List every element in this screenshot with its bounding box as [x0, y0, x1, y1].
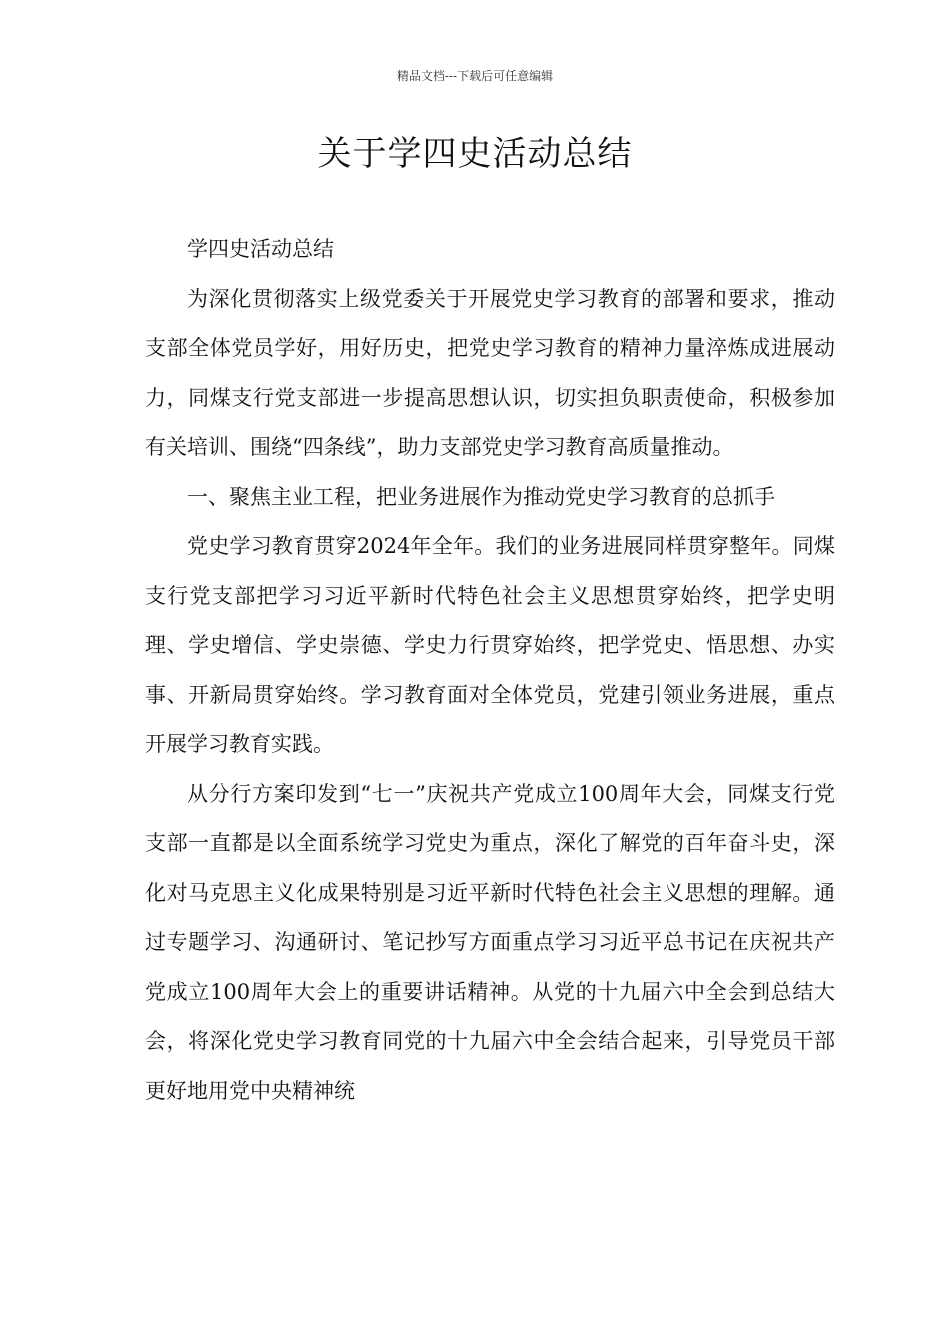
header-note: 精品文档---下载后可任意编辑 — [396, 69, 554, 83]
paragraph-body: 从分行方案印发到“七一”庆祝共产党成立100周年大会，同煤支行党支部一直都是以全面系统学习党史为重点，深化了解党的百年奋斗史，深化对马克思主义化成果特别是习近平新时代特色社会主义思想的理解。通过专题学习、沟通研讨、笔记抄写方面重点学习习近平总书记在庆祝共产党成立100周年大会上的重要讲话精神。从党的十九届六中全会到总结大会，将深化党史学习教育同党的十九届六中全会结合起来，引导党员干部更好地用党中央精神统 — [145, 781, 835, 1103]
paragraph-intro: 为深化贯彻落实上级党委关于开展党史学习教育的部署和要求，推动支部全体党员学好，用好历史，把党史学习教育的精神力量淬炼成进展动力，同煤支行党支部进一步提高思想认识，切实担负职责使命，积极参加有关培训、围绕“四条线”，助力支部党史学习教育高质量推动。 — [145, 286, 835, 459]
document-body — [145, 225, 835, 1116]
paragraph-subtitle: 学四史活动总结 — [187, 237, 334, 261]
paragraph-body: 党史学习教育贯穿2024年全年。我们的业务进展同样贯穿整年。同煤支行党支部把学习习近平新时代特色社会主义思想贯穿始终，把学史明理、学史增信、学史崇德、学史力行贯穿始终，把学党史、悟思想、办实事、开新局贯穿始终。学习教育面对全体党员，党建引领业务进展，重点开展学习教育实践。 — [145, 534, 835, 756]
section-heading-1: 一、聚焦主业工程，把业务进展作为推动党史学习教育的总抓手 — [187, 484, 775, 509]
document-title: 关于学四史活动总结 — [317, 134, 633, 174]
